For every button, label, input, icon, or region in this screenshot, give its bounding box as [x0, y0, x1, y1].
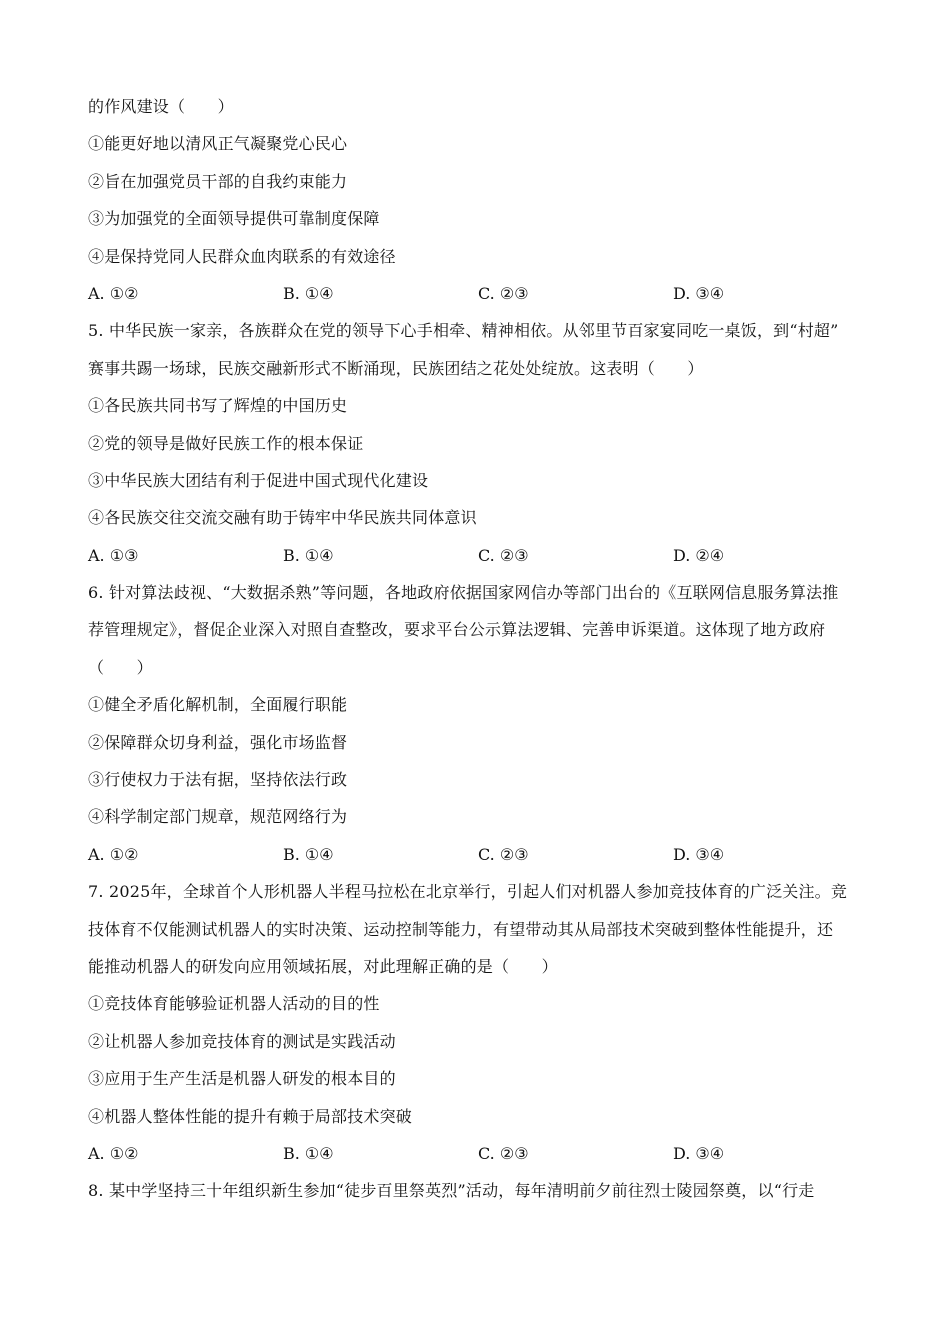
option-b: B. ①④ [283, 283, 334, 303]
statement-item: ④各民族交往交流交融有助于铸牢中华民族共同体意识 [88, 508, 477, 528]
statement-item: ②党的领导是做好民族工作的根本保证 [88, 433, 364, 453]
statement-item: ①竞技体育能够验证机器人活动的目的性 [88, 994, 380, 1014]
question-4 [88, 88, 878, 312]
answer-options [88, 836, 878, 873]
question-stem: 荐管理规定》，督促企业深入对照自查整改，要求平台公示算法逻辑、完善申诉渠道。这体现了地方政府 [88, 620, 826, 640]
option-c: C. ②③ [478, 545, 529, 565]
question-stem: 技体育不仅能测试机器人的实时决策、运动控制等能力，有望带动其从局部技术突破到整体性能提升，还 [88, 919, 834, 939]
option-d: D. ②④ [673, 545, 725, 565]
question-stem: （ ） [88, 657, 153, 677]
option-b: B. ①④ [283, 545, 334, 565]
statement-item: ④是保持党同人民群众血肉联系的有效途径 [88, 246, 396, 266]
option-d: D. ③④ [673, 844, 725, 864]
option-d: D. ③④ [673, 1143, 725, 1163]
statement-item: ②保障群众切身利益，强化市场监督 [88, 732, 348, 752]
option-c: C. ②③ [478, 844, 529, 864]
question-7 [88, 873, 878, 1172]
option-a: A. ①③ [88, 545, 139, 565]
question-stem: 能推动机器人的研发向应用领域拓展，对此理解正确的是（ ） [88, 956, 558, 976]
question-stem: 5. 中华民族一家亲，各族群众在党的领导下心手相牵、精神相依。从邻里节百家宴同吃一桌饭，到“村超” [88, 321, 839, 341]
question-stem: 赛事共踢一场球，民族交融新形式不断涌现，民族团结之花处处绽放。这表明（ ） [88, 358, 704, 378]
option-c: C. ②③ [478, 283, 529, 303]
question-stem: 8. 某中学坚持三十年组织新生参加“徒步百里祭英烈”活动，每年清明前夕前往烈士陵园祭奠，以“行走 [88, 1181, 815, 1201]
statement-item: ③应用于生产生活是机器人研发的根本目的 [88, 1069, 396, 1089]
option-a: A. ①② [88, 844, 139, 864]
answer-options [88, 1135, 878, 1172]
exam-page [88, 88, 878, 1210]
statement-item: ①能更好地以清风正气凝聚党心民心 [88, 134, 348, 154]
question-5 [88, 312, 878, 574]
statement-item: ④科学制定部门规章，规范网络行为 [88, 807, 348, 827]
question-stem: 7. 2025年，全球首个人形机器人半程马拉松在北京举行，引起人们对机器人参加竞技体育的广泛关注。竞 [88, 882, 848, 902]
answer-options [88, 537, 878, 574]
question-stem: 的作风建设（ ） [88, 97, 234, 116]
statement-item: ③为加强党的全面领导提供可靠制度保障 [88, 209, 380, 229]
question-stem: 6. 针对算法歧视、“大数据杀熟”等问题，各地政府依据国家网信办等部门出台的《互联网信息服务算法推 [88, 583, 839, 603]
option-d: D. ③④ [673, 283, 725, 303]
statement-item: ③中华民族大团结有利于促进中国式现代化建设 [88, 470, 429, 490]
statement-item: ②让机器人参加竞技体育的测试是实践活动 [88, 1031, 396, 1051]
option-b: B. ①④ [283, 844, 334, 864]
statement-item: ②旨在加强党员干部的自我约束能力 [88, 171, 348, 191]
answer-options [88, 275, 878, 312]
question-8 [88, 1172, 878, 1209]
statement-item: ①各民族共同书写了辉煌的中国历史 [88, 396, 348, 416]
statement-item: ③行使权力于法有据，坚持依法行政 [88, 770, 348, 790]
option-c: C. ②③ [478, 1143, 529, 1163]
statement-item: ④机器人整体性能的提升有赖于局部技术突破 [88, 1106, 413, 1126]
option-a: A. ①② [88, 283, 139, 303]
statement-item: ①健全矛盾化解机制，全面履行职能 [88, 695, 348, 715]
option-b: B. ①④ [283, 1143, 334, 1163]
option-a: A. ①② [88, 1143, 139, 1163]
question-6 [88, 574, 878, 873]
